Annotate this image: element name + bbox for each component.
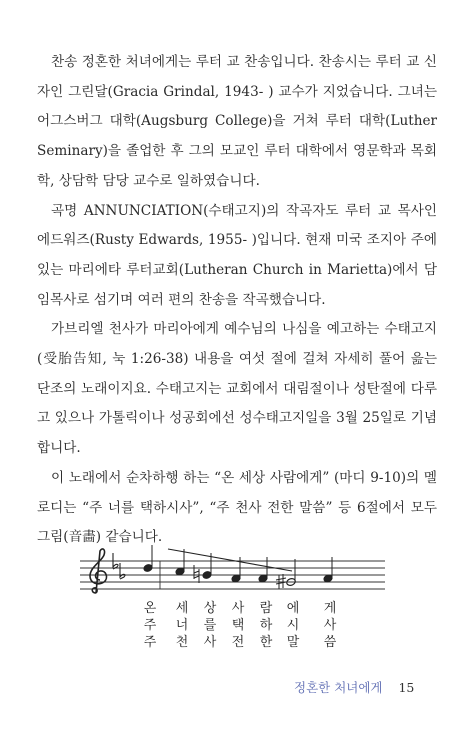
treble-clef-icon (90, 549, 107, 593)
lyric-syllable: 주 (143, 618, 157, 633)
lyric-syllable: 사 (231, 601, 245, 616)
lyric-syllable: 천 (175, 635, 189, 650)
lyric-syllable: 말 (286, 635, 300, 650)
lyric-syllable: 한 (259, 635, 273, 650)
lyric-syllable: 람 (259, 601, 273, 616)
lyric-syllable: 전 (231, 635, 245, 650)
sharp-sign-icon (276, 574, 286, 589)
lyric-syllable: 사 (203, 635, 217, 650)
lyric-syllable: 게 (323, 601, 337, 616)
melody-notes (143, 545, 333, 587)
paragraph-3: 가브리엘 천사가 마리아에게 예수님의 나심을 예고하는 수태고지(受胎告知, 눅 1:26-38) 내용을 여섯 절에 걸쳐 자세히 풀어 읊는 단조의 노래이지요. 수태고지는 교회에서 대림절이나 성탄절에 다루고 있으나 가톨릭이나 성공회에선 성수태고지일을 3월 25일로 기념합니다. (37, 321, 437, 457)
lyric-syllable: 택 (231, 618, 245, 633)
lyric-syllable: 씀 (323, 635, 337, 650)
lyric-syllable: 하 (259, 618, 273, 633)
paragraph-1: 찬송 정혼한 처녀에게는 루터 교 찬송입니다. 찬송시는 루터 교 신자인 그린달(Gracia Grindal, 1943- ) 교수가 지었습니다. 그녀는 어그스버그 대학(Augsburg College)을 거쳐 루터 대학(Luther Seminary)을 졸업한 후 그의 모교인 루터 대학에서 영문학과 목회학, 상담학 담당 교수로 일하였습니다. (37, 54, 437, 189)
lyric-syllable: 에 (286, 601, 300, 616)
page-footer (294, 678, 414, 696)
music-excerpt (80, 545, 390, 655)
lyric-syllable: 상 (203, 601, 217, 616)
body-text (37, 48, 437, 553)
lyric-syllable: 온 (143, 601, 157, 616)
lyric-syllable: 너 (175, 618, 189, 633)
lyric-syllable: 주 (143, 635, 157, 650)
paragraph-2: 곡명 ANNUNCIATION(수태고지)의 작곡자도 루터 교 목사인 에드워즈(Rusty Edwards, 1955- )입니다. 현재 미국 조지아 주에 있는 마리에타 루터교회(Lutheran Church in Marietta)에서 담임목사로 섬기며 여러 편의 찬송을 작곡했습니다. (37, 202, 437, 308)
lyric-syllable: 시 (286, 618, 300, 633)
page-number: 15 (398, 680, 415, 695)
lyric-syllable: 사 (323, 618, 337, 633)
lyric-syllable: 를 (203, 618, 217, 633)
music-staff (80, 545, 390, 595)
running-title: 정혼한 처녀에게 (294, 680, 383, 695)
lyric-syllable: 세 (175, 601, 189, 616)
paragraph-4: 이 노래에서 순차하행 하는 “온 세상 사람에게” (마디 9-10)의 멜로디는 “주 너를 택하시사”, “주 천사 전한 말씀” 등 6절에서 모두 그림(音畵) 같습니다. (37, 469, 437, 546)
